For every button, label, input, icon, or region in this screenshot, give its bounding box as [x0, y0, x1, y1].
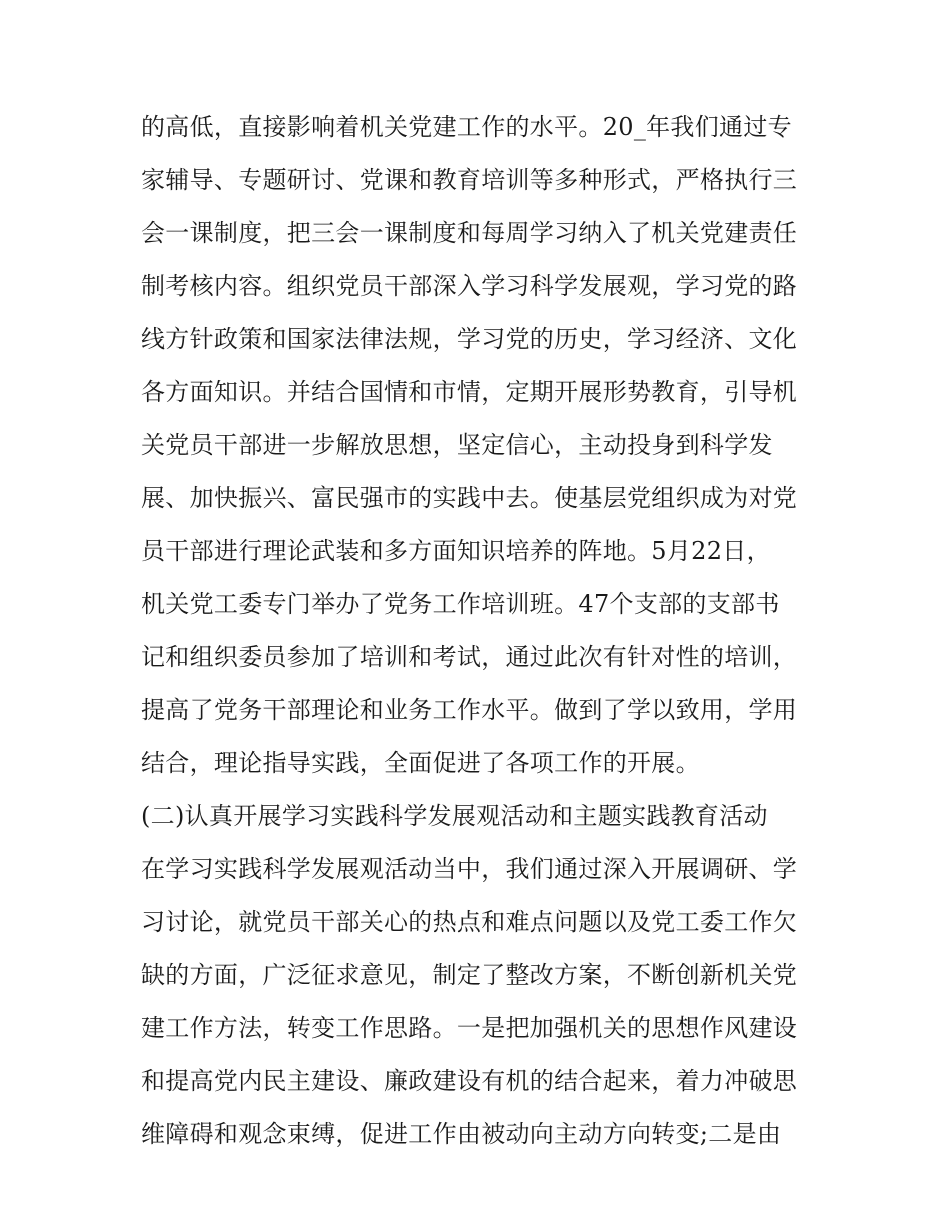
text-line: 习讨论，就党员干部关心的热点和难点问题以及党工委工作欠 [141, 908, 798, 936]
text-line: 员干部进行理论武装和多方面知识培养的阵地。5月22日， [141, 537, 771, 565]
text-line: 各方面知识。并结合国情和市情，定期开展形势教育，引导机 [141, 378, 798, 406]
text-line: 会一课制度，把三会一课制度和每周学习纳入了机关党建责任 [141, 219, 798, 247]
text-line: 关党员干部进一步解放思想，坚定信心，主动投身到科学发 [141, 431, 773, 459]
section-heading: (二)认真开展学习实践科学发展观活动和主题实践教育活动 [141, 802, 768, 830]
text-line: 结合，理论指导实践，全面促进了各项工作的开展。 [141, 749, 700, 777]
text-line: 的高低，直接影响着机关党建工作的水平。20_年我们通过专 [141, 113, 792, 141]
text-line: 家辅导、专题研讨、党课和教育培训等多种形式，严格执行三 [141, 166, 798, 194]
text-line: 建工作方法，转变工作思路。一是把加强机关的思想作风建设 [141, 1014, 798, 1042]
text-line: 展、加快振兴、富民强市的实践中去。使基层党组织成为对党 [141, 484, 798, 512]
body-text [141, 101, 821, 1161]
text-line: 维障碍和观念束缚，促进工作由被动向主动方向转变;二是由 [141, 1120, 782, 1148]
text-line: 制考核内容。组织党员干部深入学习科学发展观，学习党的路 [141, 272, 798, 300]
text-line: 提高了党务干部理论和业务工作水平。做到了学以致用，学用 [141, 696, 798, 724]
text-line: 在学习实践科学发展观活动当中，我们通过深入开展调研、学 [141, 855, 798, 883]
text-line: 记和组织委员参加了培训和考试，通过此次有针对性的培训， [141, 643, 798, 671]
text-line: 和提高党内民主建设、廉政建设有机的结合起来，着力冲破思 [141, 1067, 798, 1095]
text-line: 缺的方面，广泛征求意见，制定了整改方案，不断创新机关党 [141, 961, 798, 989]
text-line: 机关党工委专门举办了党务工作培训班。47个支部的支部书 [141, 590, 780, 618]
text-line: 线方针政策和国家法律法规，学习党的历史，学习经济、文化 [141, 325, 798, 353]
